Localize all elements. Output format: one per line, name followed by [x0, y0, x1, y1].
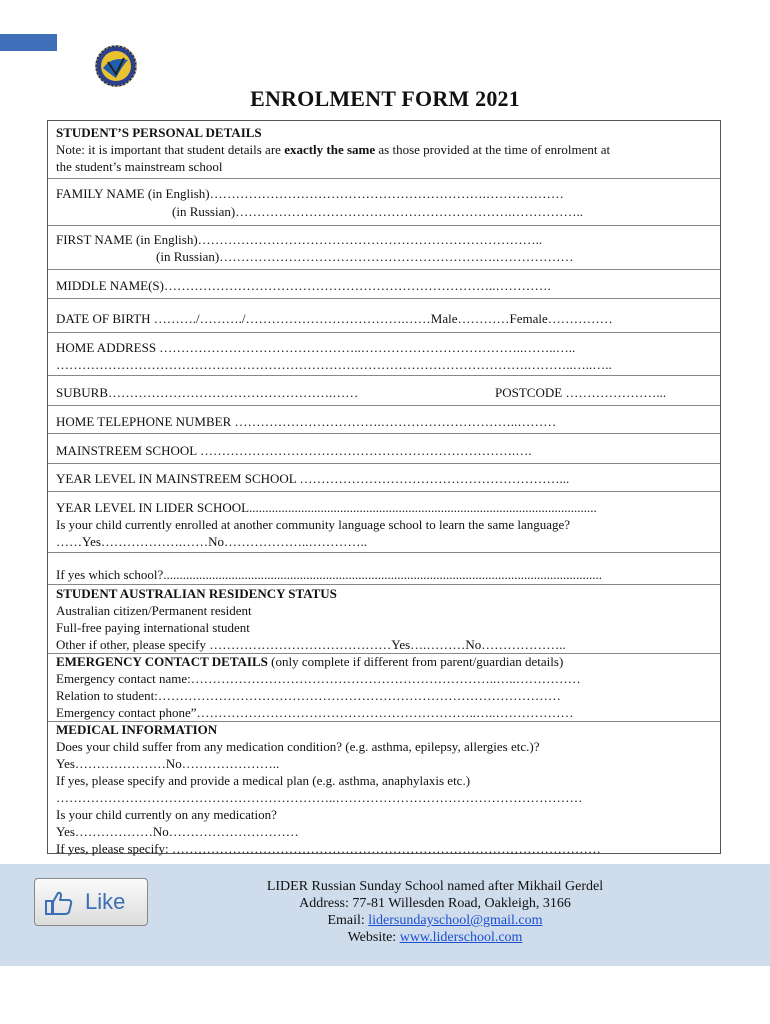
- medical-heading: MEDICAL INFORMATION: [56, 722, 218, 737]
- personal-note: [56, 142, 714, 158]
- email-label: Email:: [327, 913, 369, 928]
- medical-condition-question: Does your child suffer from any medication condition? (e.g. asthma, epilepsy, allergies etc.)?: [56, 739, 540, 754]
- medication-yes-no[interactable]: Yes………………No…………………………: [56, 824, 299, 839]
- email-link[interactable]: lidersundayschool@gmail.com: [368, 913, 543, 928]
- medical-plan-instruction: If yes, please specify and provide a medical plan (e.g. asthma, anaphylaxis etc.): [56, 773, 471, 788]
- school-email-line: [185, 912, 685, 929]
- first-name-russian-field[interactable]: (in Russian)……………………………………………………….………………: [156, 249, 574, 264]
- medication-specify-field[interactable]: If yes, please specify: ………………………………………………………………………………………: [56, 841, 601, 856]
- header-accent-bar: [0, 34, 57, 51]
- home-address-field[interactable]: HOME ADDRESS ………………………………………..………………………………..……..…..: [56, 340, 576, 355]
- school-address: Address: 77-81 Willesden Road, Oakleigh, 3166: [299, 896, 571, 911]
- emergency-contact-name-field[interactable]: Emergency contact name:……………………………………………………………..…..……………: [56, 671, 581, 686]
- school-website-line: [185, 929, 685, 946]
- medication-question: Is your child currently on any medication?: [56, 807, 277, 822]
- residency-option-other[interactable]: Other if other, please specify ……………………………………Yes….………No………………..: [56, 637, 566, 652]
- divider: [48, 269, 720, 270]
- enrolment-form: [47, 120, 721, 854]
- mainstream-school-field[interactable]: MAINSTREEM SCHOOL ……………………………………………………………….….: [56, 443, 532, 458]
- suburb-field[interactable]: SUBURB…………………………………………….……: [56, 385, 359, 400]
- emergency-heading-note: (only complete if different from parent/guardian details): [267, 654, 564, 669]
- first-name-english-field[interactable]: FIRST NAME (in English)……………………………………………………………………..: [56, 232, 543, 247]
- mainstream-year-level-field[interactable]: YEAR LEVEL IN MAINSTREEM SCHOOL ……………………………………………………...: [56, 471, 570, 486]
- divider: [48, 463, 720, 464]
- note-emphasis: exactly the same: [284, 142, 376, 157]
- divider: [48, 225, 720, 226]
- medical-condition-yes-no[interactable]: Yes…………………No…………………..: [56, 756, 280, 771]
- website-link[interactable]: www.liderschool.com: [399, 930, 523, 945]
- emergency-relation-field[interactable]: Relation to student:…………………………………………………………………………………: [56, 688, 561, 703]
- divider: [48, 405, 720, 406]
- lider-year-level-field[interactable]: YEAR LEVEL IN LIDER SCHOOL...........................................................................................................: [56, 500, 597, 515]
- date-of-birth-field[interactable]: DATE OF BIRTH ………./………./……………………………….……Male…………Female……………: [56, 311, 613, 326]
- postcode-field[interactable]: POSTCODE …………………...: [495, 385, 667, 400]
- residency-option-citizen[interactable]: Australian citizen/Permanent resident: [56, 603, 252, 618]
- other-school-yes-no[interactable]: ……Yes……………….……No………………..…………..: [56, 534, 368, 549]
- divider: [48, 332, 720, 333]
- divider: [48, 298, 720, 299]
- middle-name-field[interactable]: MIDDLE NAME(S)…………………………………………………………………..………….: [56, 278, 551, 293]
- residency-heading: STUDENT AUSTRALIAN RESIDENCY STATUS: [56, 586, 337, 601]
- school-logo-icon: [94, 44, 138, 88]
- family-name-russian-field[interactable]: (in Russian)……………………………………………………….……………..: [172, 204, 583, 219]
- note-text: Note: it is important that student details are: [56, 142, 285, 157]
- divider: [48, 433, 720, 434]
- family-name-english-field[interactable]: FAMILY NAME (in English)……………………………………………………….………………: [56, 186, 564, 201]
- divider: [48, 584, 720, 585]
- divider: [48, 375, 720, 376]
- emergency-heading: [56, 654, 714, 670]
- which-school-field[interactable]: If yes which school?.......................................................................................................................................: [56, 567, 602, 582]
- personal-details-heading: STUDENT’S PERSONAL DETAILS: [56, 125, 262, 140]
- thumbs-up-icon: [45, 890, 73, 916]
- emergency-phone-field[interactable]: Emergency contact phone”………………………………………………………..…..………………: [56, 705, 574, 720]
- note-text-end: as those provided at the time of enrolment at: [375, 142, 611, 157]
- personal-note-line2: the student’s mainstream school: [56, 159, 223, 174]
- other-school-question: Is your child currently enrolled at another community language school to learn the same language?: [56, 517, 571, 532]
- page-title: ENROLMENT FORM 2021: [250, 86, 520, 111]
- school-name: LIDER Russian Sunday School named after Mikhail Gerdel: [266, 879, 604, 894]
- divider: [48, 552, 720, 553]
- divider: [48, 491, 720, 492]
- residency-option-international[interactable]: Full-free paying international student: [56, 620, 250, 635]
- like-label: Like: [85, 889, 126, 914]
- medical-plan-field[interactable]: ………………………………………………………..…………………………………………………: [56, 790, 583, 805]
- like-button[interactable]: [34, 878, 148, 926]
- emergency-heading-title: EMERGENCY CONTACT DETAILS: [56, 654, 268, 669]
- divider: [48, 178, 720, 179]
- home-address-line2-field[interactable]: ……………………………………………………………………………………………….………..…..…..: [56, 357, 612, 372]
- website-label: Website:: [347, 930, 400, 945]
- home-telephone-field[interactable]: HOME TELEPHONE NUMBER …………………………….…………………………..………: [56, 414, 557, 429]
